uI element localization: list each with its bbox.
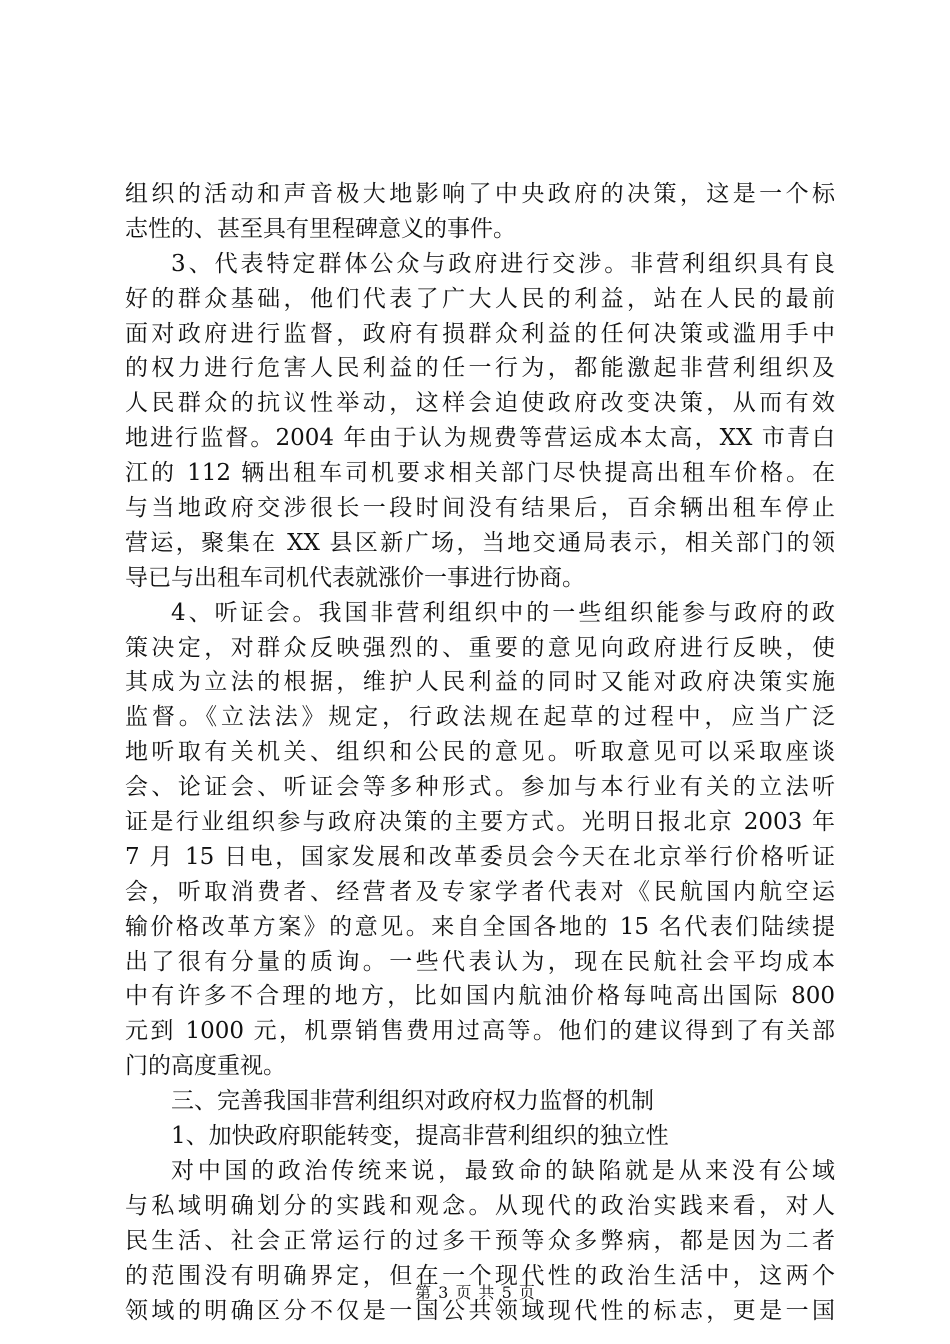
text-line: 4、听证会。我国非营利组织中的一些组织能参与政府的政	[171, 599, 835, 626]
text-line: 人民群众的抗议性举动，这样会迫使政府改变决策，从而有效	[125, 390, 835, 417]
text-line: 中有许多不合理的地方，比如国内航油价格每吨高出国际 800	[125, 983, 835, 1010]
text-line: 地进行监督。2004 年由于认为规费等营运成本太高，XX 市青白	[125, 425, 835, 452]
text-line: 的权力进行危害人民利益的任一行为，都能激起非营利组织及	[125, 355, 835, 382]
text-line: 其成为立法的根据，维护人民利益的同时又能对政府决策实施	[125, 669, 835, 696]
text-line: 好的群众基础，他们代表了广大人民的利益，站在人民的最前	[125, 285, 835, 312]
text-line: 输价格改革方案》的意见。来自全国各地的 15 名代表们陆续提	[125, 913, 835, 940]
text-line: 对中国的政治传统来说，最致命的缺陷就是从来没有公域	[171, 1157, 835, 1184]
text-line: 策决定，对群众反映强烈的、重要的意见向政府进行反映，使	[125, 634, 835, 661]
text-line: 与当地政府交涉很长一段时间没有结果后，百余辆出租车停止	[125, 495, 835, 522]
text-line: 组织的活动和声音极大地影响了中央政府的决策，这是一个标	[125, 181, 835, 207]
text-line: 志性的、甚至具有里程碑意义的事件。	[125, 215, 516, 242]
text-line: 民生活、社会正常运行的过多干预等众多弊病，都是因为二者	[125, 1227, 835, 1254]
text-line: 江的 112 辆出租车司机要求相关部门尽快提高出租车价格。在	[125, 460, 835, 487]
text-line: 会、论证会、听证会等多种形式。参加与本行业有关的立法听	[125, 774, 835, 801]
text-line: 会，听取消费者、经营者及专家学者代表对《民航国内航空运	[125, 878, 835, 905]
text-line: 的范围没有明确界定，但在一个现代性的政治生活中，这两个	[125, 1262, 835, 1289]
text-line: 证是行业组织参与政府决策的主要方式。光明日报北京 2003 年	[125, 809, 835, 836]
text-line: 面对政府进行监督，政府有损群众利益的任何决策或滥用手中	[125, 320, 835, 347]
text-line: 门的高度重视。	[125, 1053, 286, 1080]
text-line: 出了很有分量的质询。一些代表认为，现在民航社会平均成本	[125, 948, 835, 975]
text-line: 地听取有关机关、组织和公民的意见。听取意见可以采取座谈	[125, 739, 835, 766]
text-line: 监督。《立法法》规定，行政法规在起草的过程中，应当广泛	[125, 704, 835, 731]
page-number-footer: 第 3 页 共 5 页	[415, 1283, 535, 1302]
text-line: 营运，聚集在 XX 县区新广场，当地交通局表示，相关部门的领	[125, 529, 835, 556]
text-line: 3、代表特定群体公众与政府进行交涉。非营利组织具有良	[171, 250, 835, 277]
text-line: 导已与出租车司机代表就涨价一事进行协商。	[125, 564, 585, 591]
text-line: 7 月 15 日电，国家发展和改革委员会今天在北京举行价格听证	[125, 843, 835, 870]
document-body	[125, 177, 835, 1328]
subsection-heading: 1、加快政府职能转变，提高非营利组织的独立性	[171, 1123, 669, 1150]
section-heading: 三、完善我国非营利组织对政府权力监督的机制	[171, 1088, 654, 1115]
text-line: 元到 1000 元，机票销售费用过高等。他们的建议得到了有关部	[125, 1018, 835, 1045]
text-line: 领域的明确区分不仅是一国公共领域现代性的标志，更是一国	[125, 1297, 835, 1324]
text-line: 与私域明确划分的实践和观念。从现代的政治实践来看，对人	[125, 1192, 835, 1219]
